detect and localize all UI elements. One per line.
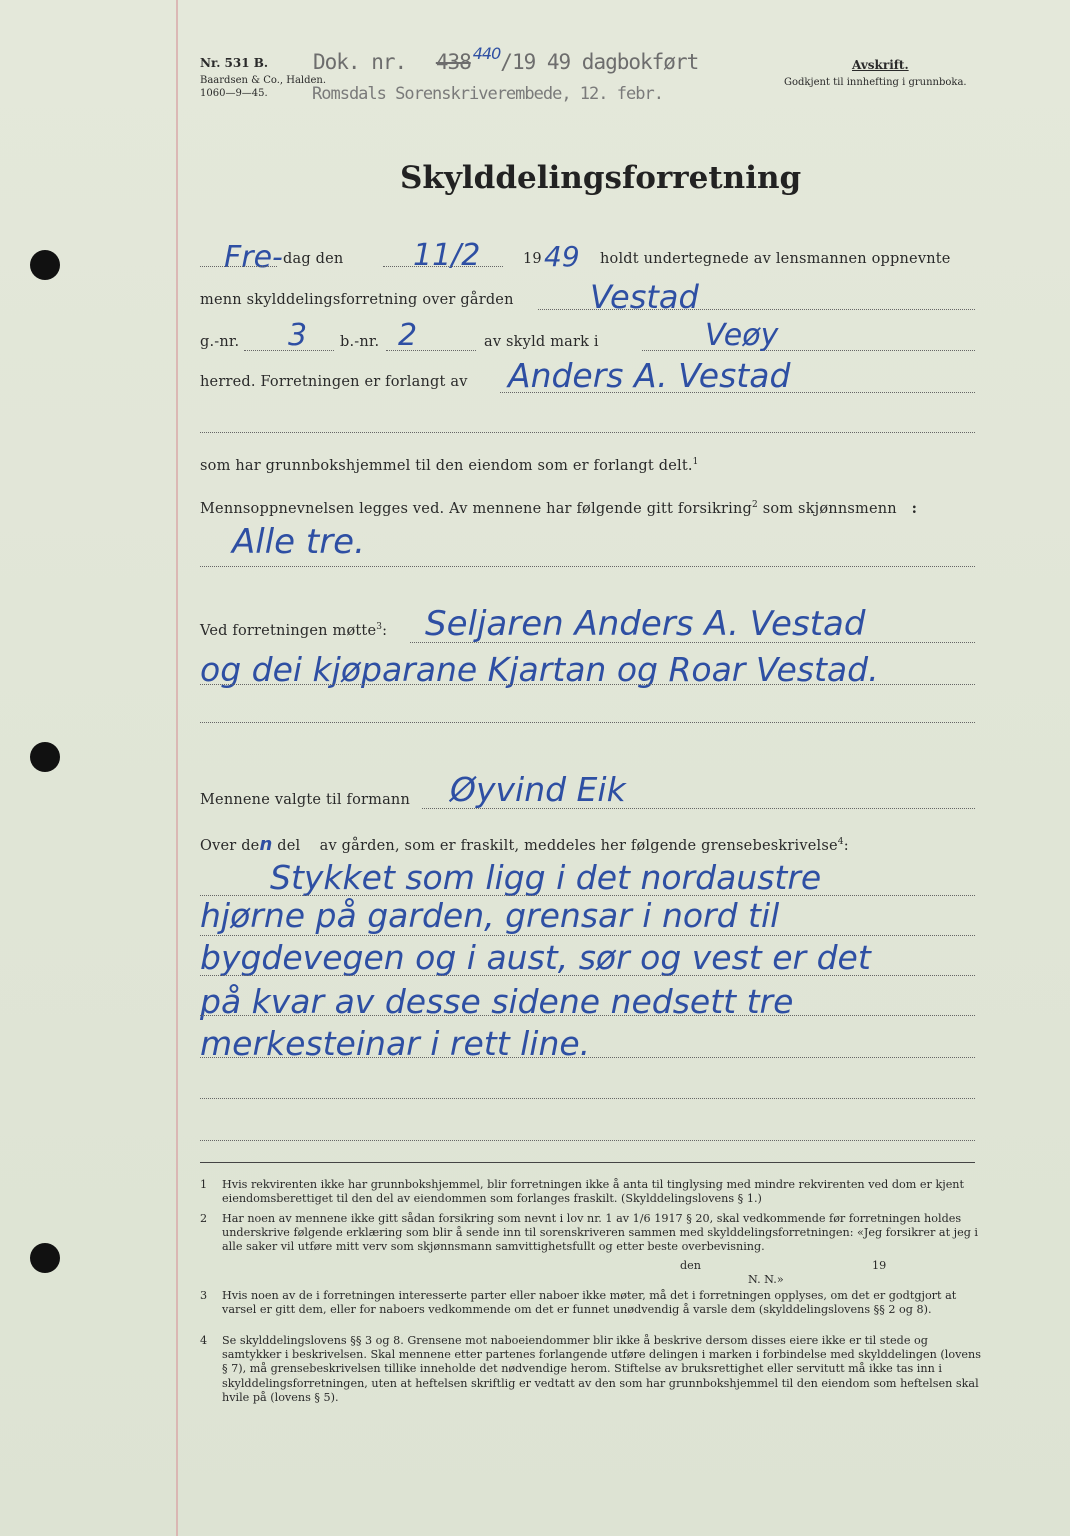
boundary-line-5: merkesteinar i rett line. <box>200 1024 591 1063</box>
attended-dotted-line1 <box>410 642 975 643</box>
herred-text: herred. Forretningen er forlangt av <box>200 374 468 390</box>
boundary-line-3: bygdevegen og i aust, sør og vest er det <box>200 938 871 977</box>
hjemmel-text <box>200 457 699 474</box>
registration-stamp-line1 <box>313 44 699 74</box>
footnote-text: Hvis rekvirenten ikke har grunnbokshjemmel, blir forretningen ikke å anta til tinglysing med mindre rekvirenten ved dom er kjent eiendomsberettiget til den del av eiendommen som forlanges fraskilt. (Skylddelingslovens § 1.) <box>222 1178 965 1206</box>
form-number: Nr. 531 B. <box>200 56 269 70</box>
gnr-label: g.-nr. <box>200 334 240 350</box>
bnr-label: b.-nr. <box>340 334 380 350</box>
boundary-dotted-6 <box>200 1098 975 1099</box>
day-value: Fre- <box>224 240 283 275</box>
chair-value: Øyvind Eik <box>450 770 626 809</box>
year-prefix: 19 <box>523 251 542 267</box>
footnote-number: 3 <box>200 1289 208 1302</box>
chair-label: Mennene valgte til formann <box>200 792 410 808</box>
print-code: 1060—9—45. <box>200 88 268 99</box>
over-label: del av gården, som er fraskilt, meddeles her følgende grensebeskrivelse <box>277 838 838 854</box>
farm-value: Vestad <box>590 278 699 316</box>
day-suffix: dag den <box>283 251 344 267</box>
herred-value: Veøy <box>705 318 779 353</box>
skyld-label: av skyld mark i <box>484 334 599 350</box>
gnr-dotted-line <box>244 350 334 351</box>
gnr-value: 3 <box>288 318 308 353</box>
stamp-new-number: 440 <box>472 44 501 63</box>
attended-dotted-line2 <box>200 684 975 685</box>
footnote-number: 2 <box>200 1212 208 1225</box>
attended-label: Ved forretningen møtte <box>200 622 377 639</box>
footnote-number: 4 <box>200 1334 208 1347</box>
stamp-prefix: Dok. nr. <box>313 50 407 74</box>
punch-hole <box>30 1243 60 1273</box>
footnote-ref-4: 4 <box>837 837 844 848</box>
footnote2-year: 19 <box>872 1259 887 1272</box>
sworn-value: Alle tre. <box>232 522 365 562</box>
hjemmel-label: som har grunnbokshjemmel til den eiendom som er forlangt delt. <box>200 457 693 474</box>
footnote-ref-1: 1 <box>692 457 699 467</box>
footnote-text: Har noen av mennene ikke gitt sådan forsikring som nevnt i lov nr. 1 av 1/6 1917 § 20, skal vedkommende før forretningen holdes underskrive følgende erklæring som blir å sende inn til sorenskriveren sammen med skylddelingsforretningen: «Jeg forsikrer at jeg i alle saker vil utføre mitt verv som skjønnsmann samvittighetsfullt og etter beste overbevisning. <box>222 1212 979 1254</box>
footnote2-signature: N. N.» <box>748 1273 784 1286</box>
over-text: Over den del av gården, som er fraskilt, meddeles her følgende grensebeskrivelse$^4$: <box>200 834 849 855</box>
footnote-text: Se skylddelingslovens §§ 3 og 8. Grensene mot naboeiendommer blir ikke å beskrive dersom disses eiere ikke er til stede og samtykker i beskrivelsen. Skal mennene etter partenes forlangende utføre delingen i marken i forbindelse med skylddelingen (lovens § 7), må grensebeskrivelsen tillike inneholde det nødvendige herom. Stiftelse av bruksrettighet eller servitutt må ikke tas inn i skylddelingsforretningen, uten at heftelsen skriftlig er vedtatt av den som har grunnbokshjemmel til den eiendom som heftelsen skal hvile på (lovens § 5). <box>222 1334 982 1404</box>
footnote-rule <box>200 1162 975 1163</box>
day-dotted-line <box>200 266 277 267</box>
attended-line2: og dei kjøparane Kjartan og Roar Vestad. <box>200 650 879 689</box>
oppnevn-mark: : <box>911 500 918 517</box>
punch-hole <box>30 250 60 280</box>
held-text: holdt undertegnede av lensmannen oppnevnte <box>600 251 951 267</box>
year-value: 49 <box>544 240 580 273</box>
oppnevn-text <box>200 500 917 517</box>
page-title: Skylddelingsforretning <box>400 160 802 196</box>
date-value: 11/2 <box>413 238 481 273</box>
boundary-dotted-2 <box>200 935 975 936</box>
boundary-line-4: på kvar av desse sidene nedsett tre <box>200 982 794 1021</box>
oppnevn-label2: som skjønnsmenn <box>762 501 897 517</box>
footnote-ref-2: 2 <box>751 500 758 511</box>
sworn-dotted-line <box>200 566 975 567</box>
attended-dotted-line3 <box>200 722 975 723</box>
footnote-number: 1 <box>200 1178 208 1191</box>
boundary-dotted-7 <box>200 1140 975 1141</box>
skyld-dotted-line <box>642 350 975 351</box>
bnr-value: 2 <box>398 318 418 353</box>
date-dotted-line <box>383 266 503 267</box>
men-text: menn skylddelingsforretning over gården <box>200 292 514 308</box>
footnote2-den: den <box>680 1259 701 1272</box>
copy-note: Godkjent til innhefting i grunnboka. <box>784 77 967 88</box>
boundary-dotted-4 <box>200 1015 975 1016</box>
footnote-ref-3: 3 <box>376 622 383 632</box>
bnr-dotted-line <box>386 350 476 351</box>
attended-label-wrap: Ved forretningen møtte$^3$: <box>200 622 388 639</box>
farm-dotted-line <box>538 309 975 310</box>
footnote-2 <box>200 1212 990 1255</box>
stamp-old-number: 438 <box>435 50 471 74</box>
copy-label: Avskrift. <box>852 58 909 72</box>
requester-dotted-line <box>500 392 975 393</box>
over-prefix: Over de <box>200 838 260 854</box>
margin-line <box>176 0 178 1536</box>
boundary-dotted-3 <box>200 975 975 976</box>
footnote-text: Hvis noen av de i forretningen interesserte parter eller naboer ikke møter, må det i forretningen opplyses, om det er godtgjort at varsel er gitt dem, eller for naboers vedkommende om det er funnet unødvendig å varsle dem (skylddelingslovens §§ 2 og 8). <box>222 1289 957 1317</box>
registration-stamp-line2: Romsdals Sorenskriverembede, 12. febr. <box>312 84 663 104</box>
blank-dotted-line <box>200 432 975 433</box>
punch-hole <box>30 742 60 772</box>
chair-dotted-line <box>422 808 975 809</box>
attended-line1: Seljaren Anders A. Vestad <box>425 604 866 644</box>
printer-name: Baardsen & Co., Halden. <box>200 75 327 86</box>
footnote-3 <box>200 1289 990 1317</box>
footnote-4 <box>200 1334 990 1405</box>
over-value: n <box>259 834 273 855</box>
boundary-dotted-5 <box>200 1057 975 1058</box>
footnote-1 <box>200 1178 990 1206</box>
boundary-line-2: hjørne på garden, grensar i nord til <box>200 896 780 935</box>
stamp-suffix: /19 49 dagbokført <box>500 50 699 74</box>
boundary-line-1: Stykket som ligg i det nordaustre <box>270 858 822 897</box>
oppnevn-label: Mennsoppnevnelsen legges ved. Av mennene har følgende gitt forsikring <box>200 501 752 517</box>
requester-value: Anders A. Vestad <box>508 356 791 395</box>
